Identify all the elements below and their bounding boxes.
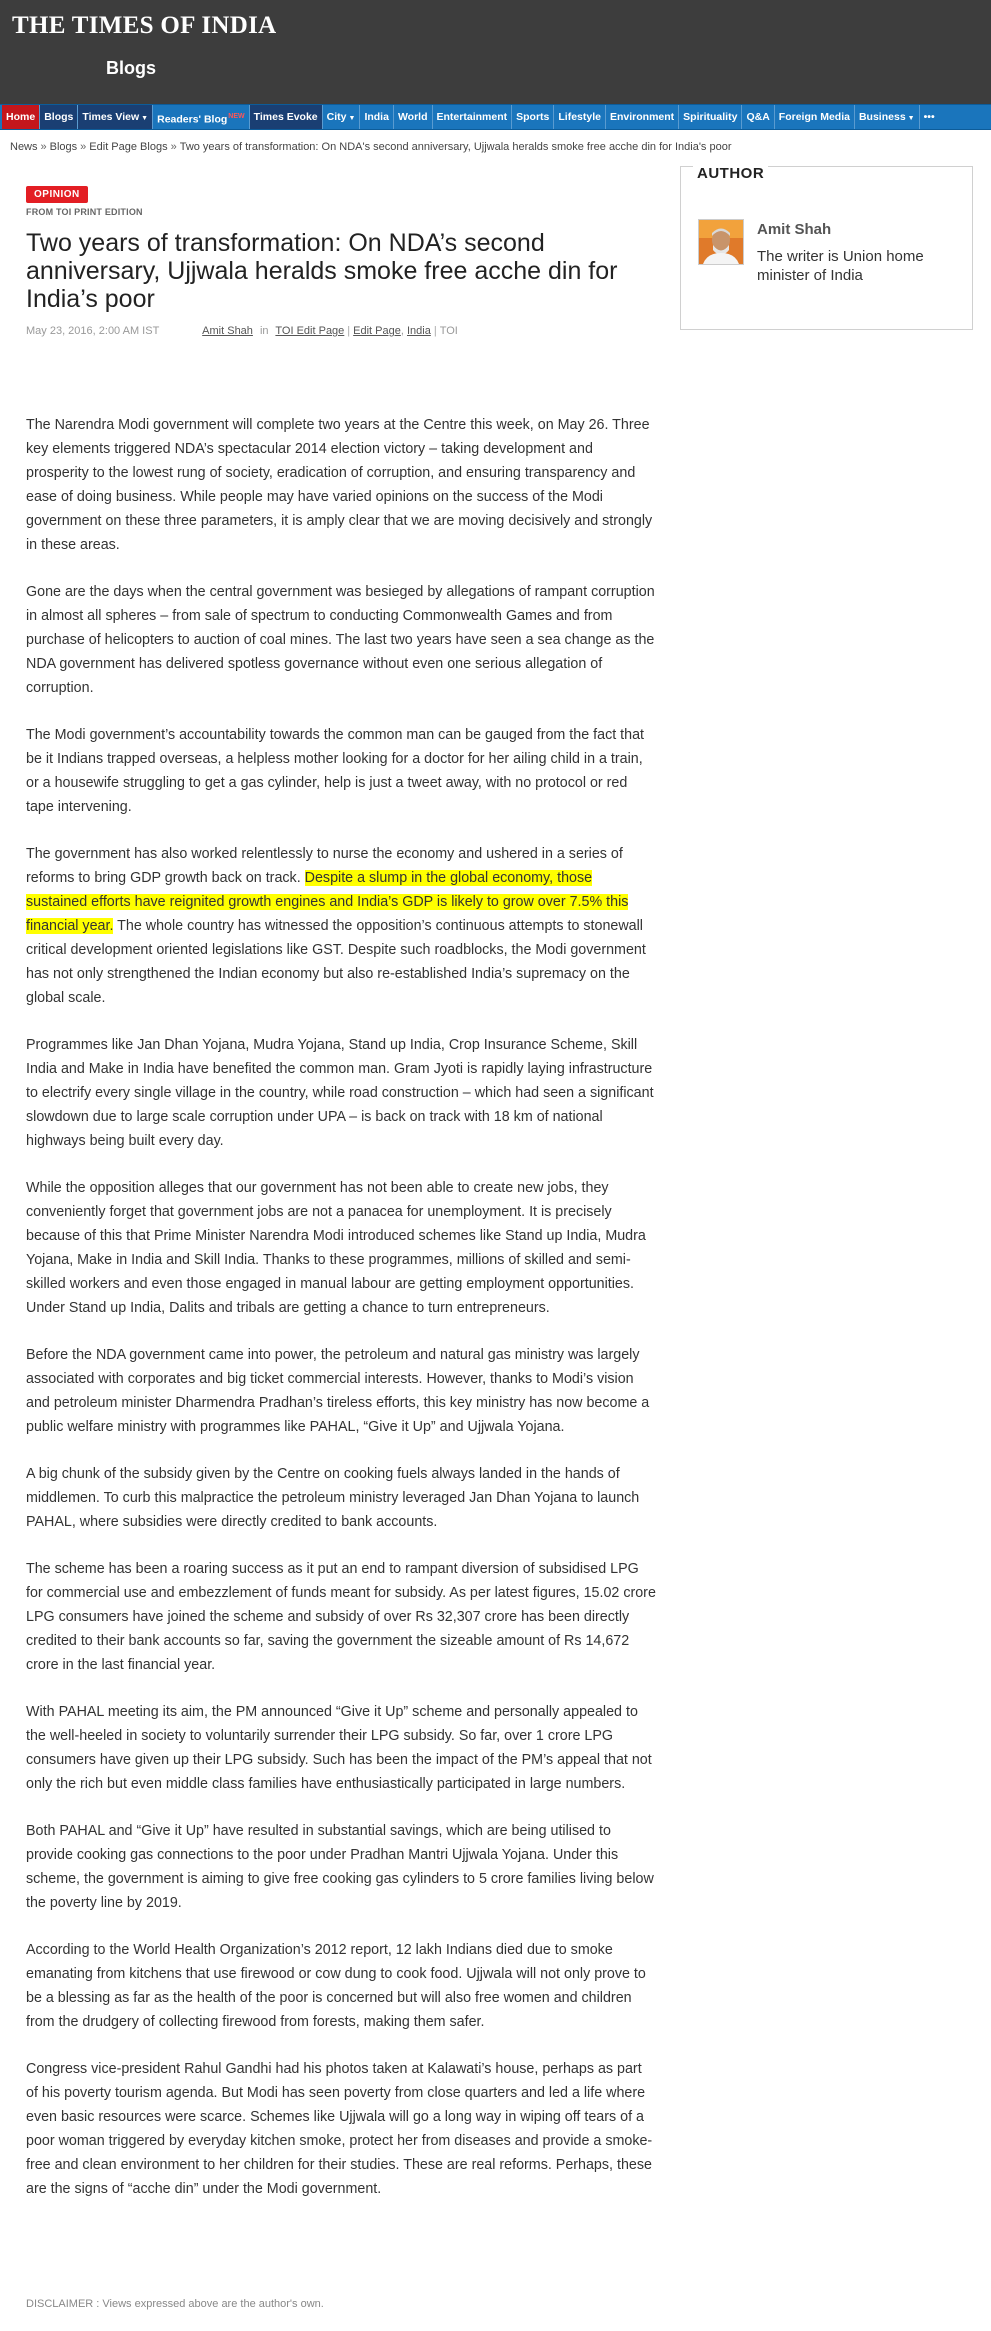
paragraph: [26, 842, 656, 1010]
nav-item-qa[interactable]: [742, 105, 774, 129]
more-menu-icon[interactable]: [920, 105, 939, 129]
opinion-badge[interactable]: OPINION: [26, 186, 88, 203]
paragraph: Before the NDA government came into power, the petroleum and natural gas ministry was largely associated with corporates and big ticket commercial interests. However, thanks to Modi’s vision and petroleum minister Dharmendra Pradhan’s tireless efforts, this key ministry has now become a public welfare ministry with programmes like PAHAL, “Give it Up” and Ujjwala Yojana.: [26, 1347, 650, 1435]
paragraph: While the opposition alleges that our government has not been able to create new jobs, they conveniently forget that government jobs are not a panacea for unemployment. It is precisely because of this that Prime Minister Narendra Modi introduced schemes like Stand up India, Mudra Yojana, Make in India and Skill India. Thanks to these programmes, millions of skilled and semi-skilled workers and even those engaged in manual labour are getting employment opportunities. Under Stand up India, Dalits and tribals are getting a chance to turn entrepreneurs.: [26, 1180, 646, 1316]
nav-item-readers-blog[interactable]: [153, 105, 250, 129]
nav-label: Environment: [609, 111, 675, 123]
category-link-india[interactable]: India: [406, 325, 431, 337]
nav-label: •••: [923, 111, 935, 123]
article-headline: Two years of transformation: On NDA’s second anniversary, Ujjwala heralds smoke free acche din for India’s poor: [26, 229, 618, 313]
author-name[interactable]: Amit Shah: [757, 221, 832, 238]
nav-item-sports[interactable]: [512, 105, 554, 129]
breadcrumb-blogs[interactable]: Blogs: [49, 141, 78, 153]
author-avatar[interactable]: [698, 219, 744, 265]
nav-label: World: [397, 111, 428, 123]
byline: [26, 325, 656, 337]
breadcrumb-current: Two years of transformation: On NDA's second anniversary, Ujjwala heralds smoke free acche din for India's poor: [179, 141, 732, 153]
paragraph: The Modi government’s accountability towards the common man can be gauged from the fact that be it Indians trapped overseas, a helpless mother looking for a doctor for her ailing child in a train, or a housewife struggling to get a gas cylinder, help is just a tweet away, with no protocol or red tape intervening.: [26, 727, 645, 815]
nav-label: Foreign Media: [778, 111, 850, 123]
breadcrumb-separator: »: [170, 141, 177, 153]
nav-label: Entertainment: [436, 111, 508, 123]
nav-item-lifestyle[interactable]: [554, 105, 606, 129]
nav-item-home[interactable]: [2, 105, 40, 129]
nav-item-entertainment[interactable]: [433, 105, 513, 129]
breadcrumb: [10, 141, 732, 153]
nav-label: City: [326, 111, 347, 123]
divider: |: [433, 325, 437, 337]
nav-label: Business: [858, 111, 906, 123]
breadcrumb-separator: »: [40, 141, 47, 153]
nav-item-india[interactable]: [360, 105, 394, 129]
paragraph-text: The whole country has witnessed the opposition’s continuous attempts to stonewall critical development oriented legislations like GST. Despite such roadblocks, the Modi government has not only strengthened the Indian economy but also re-established India’s supremacy on the global scale.: [26, 918, 646, 1006]
author-photo-icon: [699, 220, 743, 264]
masthead: [0, 0, 991, 104]
author-box-title: AUTHOR: [693, 165, 768, 182]
nav-label: Sports: [516, 111, 550, 123]
nav-item-world[interactable]: [394, 105, 433, 129]
paragraph-text: The government has also worked relentlessly to nurse the economy and ushered in a series of reforms to bring GDP growth back on track.: [26, 846, 623, 886]
breadcrumb-separator: »: [80, 141, 87, 153]
nav-item-city[interactable]: [323, 105, 361, 129]
category-link-edit-page[interactable]: Edit Page: [353, 325, 401, 337]
disclaimer: DISCLAIMER : Views expressed above are the author's own.: [26, 2298, 324, 2310]
paragraph: According to the World Health Organization’s 2012 report, 12 lakh Indians died due to smoke emanating from kitchens that use firewood or cow dung to cook food. Ujjwala will not only prove to be a blessing as far as the health of the poor is concerned but will also free women and children from the drudgery of collecting firewood from forests, making them safer.: [26, 1942, 646, 2030]
paragraph: The Narendra Modi government will complete two years at the Centre this week, on May 26. Three key elements triggered NDA’s spectacular 2014 election victory – taking development and prosperity to the lowest rung of society, eradication of corruption, and ensuring transparency and ease of doing business. While people may have varied opinions on the success of the Modi government on these three parameters, it is amply clear that we are moving decisively and strongly in these areas.: [26, 417, 653, 553]
breadcrumb-edit-page-blogs[interactable]: Edit Page Blogs: [89, 141, 168, 153]
category-link-toi-edit-page[interactable]: TOI Edit Page: [275, 325, 345, 337]
nav-label: Q&A: [746, 111, 770, 123]
author-description: The writer is Union home minister of India: [757, 248, 924, 284]
nav-item-business[interactable]: [855, 105, 920, 129]
paragraph: Programmes like Jan Dhan Yojana, Mudra Yojana, Stand up India, Crop Insurance Scheme, Skill India and Make in India have benefited the common man. Gram Jyoti is rapidly laying infrastructure to electrify every single village in the country, while road construction – which had seen a significant slowdown due to large scale corruption under UPA – is back on track with 18 km of national highways being built every day.: [26, 1037, 654, 1149]
paragraph: Congress vice-president Rahul Gandhi had his photos taken at Kalawati’s house, perhaps as part of his poverty tourism agenda. But Modi has seen poverty from close quarters and led a life where even basic resources were scarce. Schemes like Ujjwala will go a long way in wiping off tears of a poor woman triggered by everyday kitchen smoke, protect her from diseases and provide a smoke-free and clean environment to her children for their studies. These are real reforms. Perhaps, these are the signs of “acche din” under the Modi government.: [26, 2061, 653, 2197]
chevron-down-icon: ▼: [348, 115, 356, 122]
chevron-down-icon: ▼: [141, 115, 149, 122]
nav-label: Spirituality: [683, 111, 738, 123]
edition-label: FROM TOI PRINT EDITION: [26, 207, 143, 217]
article-body: [26, 413, 656, 2224]
nav-item-blogs[interactable]: [40, 105, 78, 129]
chevron-down-icon: ▼: [907, 115, 915, 122]
paragraph: The scheme has been a roaring success as it put an end to rampant diversion of subsidised LPG for commercial use and embezzlement of funds meant for subsidy. As per latest figures, 15.02 crore LPG consumers have joined the scheme and subsidy of over Rs 32,307 crore has been directly credited to their bank accounts so far, saving the government the sizeable amount of Rs 14,672 crore in the last financial year.: [26, 1561, 656, 1673]
highlighted-text[interactable]: Despite a slump in the global economy, those sustained efforts have reignited growth engines and India’s GDP is likely to grow over 7.5% this financial year.: [26, 870, 629, 934]
site-logo[interactable]: THE TIMES OF INDIA: [12, 12, 277, 39]
divider: |: [347, 325, 351, 337]
nav-label: Lifestyle: [558, 111, 601, 123]
paragraph: With PAHAL meeting its aim, the PM announced “Give it Up” scheme and personally appealed to the well-heeled in society to voluntarily surrender their LPG subsidy. So far, over 1 crore LPG consumers have given up their LPG subsidy. Such has been the impact of the PM’s appeal that not only the rich but even middle class families have enthusiastically participated in large numbers.: [26, 1704, 652, 1792]
main-nav: [0, 104, 991, 130]
author-link[interactable]: Amit Shah: [202, 325, 253, 337]
nav-label: Times Evoke: [253, 111, 318, 123]
new-badge: NEW: [228, 113, 245, 120]
author-box: [680, 166, 973, 330]
paragraph: A big chunk of the subsidy given by the Centre on cooking fuels always landed in the hands of middlemen. To curb this malpractice the petroleum ministry leveraged Jan Dhan Yojana to launch PAHAL, where subsidies were directly credited to bank accounts.: [26, 1466, 640, 1530]
nav-item-spirituality[interactable]: [679, 105, 742, 129]
nav-label: Blogs: [44, 111, 74, 123]
byline-in: in: [259, 325, 269, 337]
nav-label: Times View: [82, 111, 140, 123]
nav-label: Home: [6, 111, 36, 123]
paragraph: Both PAHAL and “Give it Up” have resulted in substantial savings, which are being utilised to provide cooking gas connections to the poor under Pradhan Mantri Ujjwala Yojana. Under this scheme, the government is aiming to give free cooking gas cylinders to 5 crore families living below the poverty line by 2019.: [26, 1823, 654, 1911]
divider: ,: [400, 325, 407, 337]
nav-label: Readers' Blog: [157, 113, 228, 126]
section-title[interactable]: Blogs: [106, 58, 157, 78]
nav-item-times-evoke[interactable]: [250, 105, 323, 129]
nav-item-times-view[interactable]: [78, 105, 153, 129]
source-label: TOI: [439, 325, 458, 337]
nav-label: India: [364, 111, 389, 123]
breadcrumb-news[interactable]: News: [10, 141, 38, 153]
paragraph: Gone are the days when the central government was besieged by allegations of rampant corruption in almost all spheres – from sale of spectrum to conducting Commonwealth Games and from purchase of helicopters to auction of coal mines. The last two years have seen a sea change as the NDA government has delivered spotless governance without even one serious allegation of corruption.: [26, 584, 655, 696]
nav-item-environment[interactable]: [606, 105, 679, 129]
article-header: [26, 184, 656, 337]
publish-date: May 23, 2016, 2:00 AM IST: [26, 325, 160, 337]
nav-item-foreign-media[interactable]: [775, 105, 855, 129]
